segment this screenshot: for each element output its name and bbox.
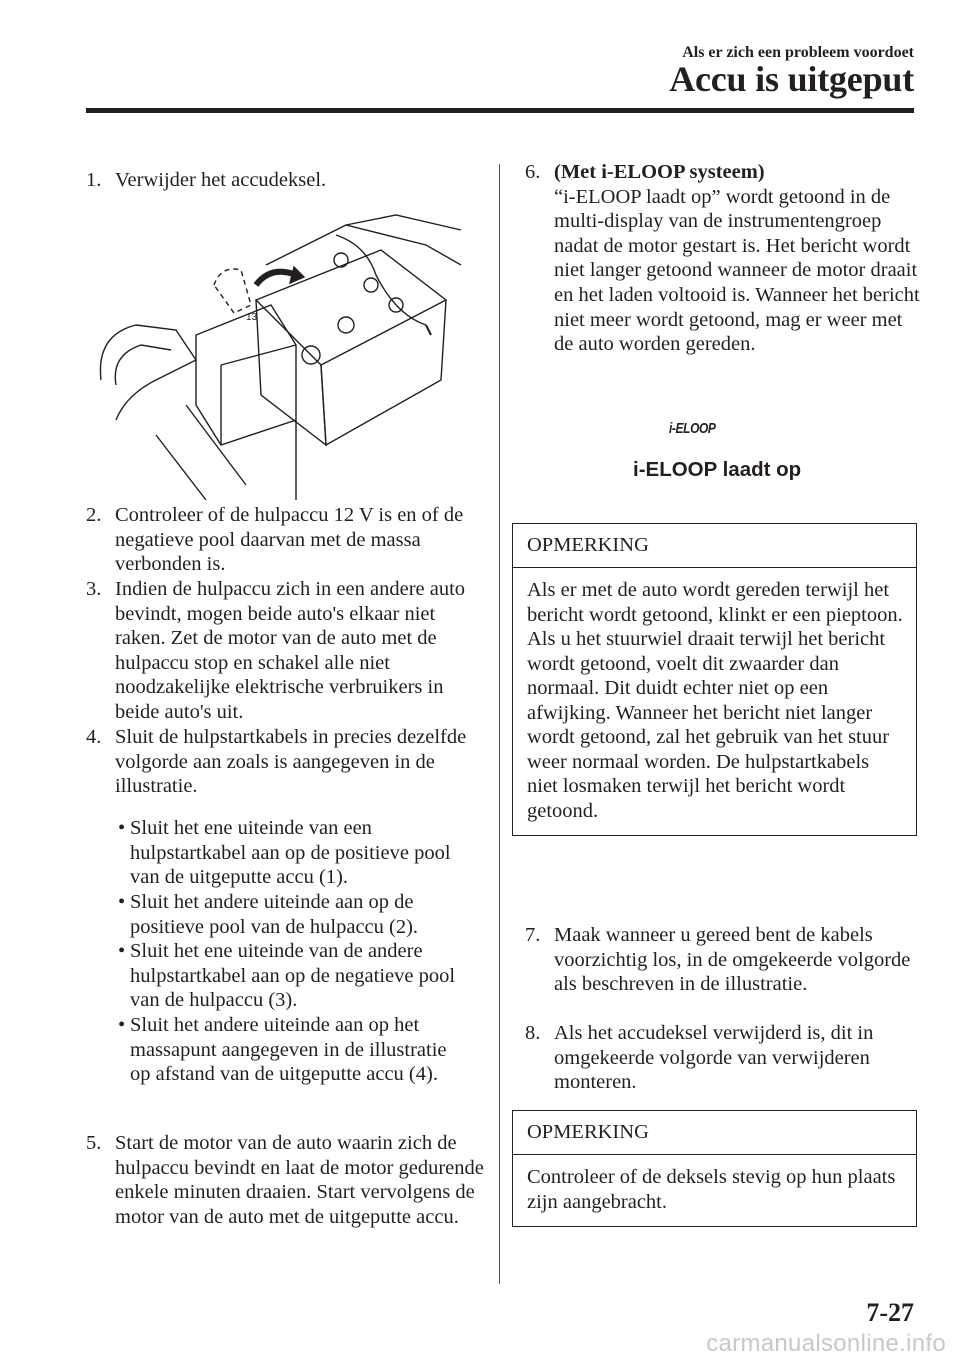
step-number: 8. bbox=[525, 1022, 541, 1044]
bullet-text: Sluit het ene uiteinde van een hulpstartkabel aan op de positieve pool van de uitgeputte accu (1). bbox=[130, 817, 451, 889]
step-7 bbox=[525, 923, 920, 997]
watermark[interactable]: carmanualsonline.info bbox=[706, 1330, 946, 1357]
step-text: Indien de hulpaccu zich in een andere auto bevindt, mogen beide auto's elkaar niet raken. Zet de motor van de auto met de hulpaccu stop en schakel alle niet noodzakelijke elektrische verbruikers in beide auto's uit. bbox=[115, 578, 466, 723]
step-text: Verwijder het accudeksel. bbox=[115, 169, 327, 191]
bullet-item bbox=[118, 890, 463, 939]
step-6 bbox=[525, 160, 920, 357]
step-number: 5. bbox=[86, 1132, 102, 1154]
battery-cover bbox=[196, 305, 296, 445]
battery-side bbox=[256, 300, 326, 445]
tray-lines bbox=[156, 405, 296, 500]
note-text: Als er met de auto wordt gereden terwijl het bericht wordt getoond, klinkt er een pieptoon. Als u het stuurwiel draait terwijl het bericht wordt getoond, voelt dit zwaarder dan normaal. Dit duidt echter niet op een afwijking. Wanneer het bericht niet langer wordt getoond, zal het gebruik van het stuur weer normaal worden. De hulpstartkabels niet losmaken terwijl het bericht wordt getoond. bbox=[527, 579, 903, 822]
note-heading: OPMERKING bbox=[513, 1111, 916, 1155]
step-text: Als het accudeksel verwijderd is, dit in omgekeerde volgorde van verwijderen monteren. bbox=[554, 1022, 874, 1094]
section-title: Als er zich een probleem voordoet bbox=[682, 44, 914, 61]
bullet-dot: • bbox=[118, 1014, 126, 1036]
step-3 bbox=[86, 577, 488, 725]
bullet-item bbox=[118, 1013, 463, 1087]
note-box bbox=[512, 1110, 917, 1227]
bullet-dot: • bbox=[118, 817, 126, 839]
column-divider bbox=[499, 164, 500, 1284]
step-number: 1. bbox=[86, 169, 102, 191]
intake-hose-inner bbox=[115, 345, 171, 385]
ieloop-caption: i-ELOOP laadt op bbox=[633, 458, 802, 481]
vent-cap-1 bbox=[364, 278, 378, 292]
bullet-item bbox=[118, 939, 463, 1013]
page-title: Accu is uitgeput bbox=[669, 59, 914, 99]
ground-cable bbox=[426, 325, 431, 335]
bullet-text: Sluit het ene uiteinde van de andere hulpstartkabel aan op de negatieve pool van de hulpaccu (3). bbox=[130, 940, 456, 1012]
step-number: 4. bbox=[86, 726, 102, 748]
step-4 bbox=[86, 725, 486, 799]
step-number: 7. bbox=[525, 924, 541, 946]
step-number: 2. bbox=[86, 504, 102, 526]
engine-bay-outline bbox=[266, 225, 461, 265]
step-number: 6. bbox=[525, 161, 541, 183]
terminal-negative bbox=[338, 317, 354, 333]
cover-label: 13 bbox=[246, 312, 258, 323]
step-5 bbox=[86, 1131, 488, 1229]
bullet-dot: • bbox=[118, 891, 126, 913]
battery-front bbox=[321, 300, 446, 445]
lift-arrowhead bbox=[290, 267, 304, 283]
step-subtitle: (Met i-ELOOP systeem) bbox=[554, 161, 765, 183]
step-2 bbox=[86, 503, 486, 577]
ieloop-logo: i-ELOOP bbox=[669, 420, 716, 437]
header-rule bbox=[86, 108, 914, 113]
step-number: 3. bbox=[86, 578, 102, 600]
step-1 bbox=[86, 168, 486, 193]
bullet-item bbox=[118, 816, 463, 890]
step-text: Maak wanneer u gereed bent de kabels voorzichtig los, in de omgekeerde volgorde als beschreven in de illustratie. bbox=[554, 924, 911, 996]
bullet-text: Sluit het andere uiteinde aan op het massapunt aangegeven in de illustratie op afstand van de uitgeputte accu (4). bbox=[130, 1014, 447, 1086]
battery-cable bbox=[336, 235, 426, 325]
bullet-text: Sluit het andere uiteinde aan op de positieve pool van de hulpaccu (2). bbox=[130, 891, 419, 938]
step-text: Start de motor van de auto waarin zich de hulpaccu bevindt en laat de motor gedurende enkele minuten draaien. Start vervolgens de motor van de auto met de uitgeputte accu. bbox=[115, 1132, 484, 1228]
step-text: “i-ELOOP laadt op” wordt getoond in de multi-display van de instrumentengroep nadat de motor gestart is. Het bericht wordt niet langer getoond wanneer de motor draait en het laden voltooid is. Wanneer het bericht niet meer wordt getoond, mag er weer met de auto worden gereden. bbox=[554, 185, 920, 356]
step-8 bbox=[525, 1021, 920, 1095]
note-heading: OPMERKING bbox=[513, 524, 916, 568]
cover-dashed bbox=[214, 269, 251, 313]
engine-bay-edge bbox=[346, 215, 461, 230]
step-text: Controleer of de hulpaccu 12 V is en of de negatieve pool daarvan met de massa verbonden is. bbox=[115, 504, 464, 576]
bullet-dot: • bbox=[118, 940, 126, 962]
step-text: Sluit de hulpstartkabels in precies dezelfde volgorde aan zoals is aangegeven in de illustratie. bbox=[115, 726, 467, 798]
step-body bbox=[554, 160, 920, 357]
note-box bbox=[512, 523, 917, 836]
battery-illustration bbox=[96, 205, 466, 500]
vent-cap-3 bbox=[334, 253, 348, 267]
intake-hose bbox=[100, 325, 196, 420]
page-number: 7-27 bbox=[866, 1298, 914, 1327]
note-text: Controleer of de deksels stevig op hun plaats zijn aangebracht. bbox=[527, 1166, 896, 1213]
